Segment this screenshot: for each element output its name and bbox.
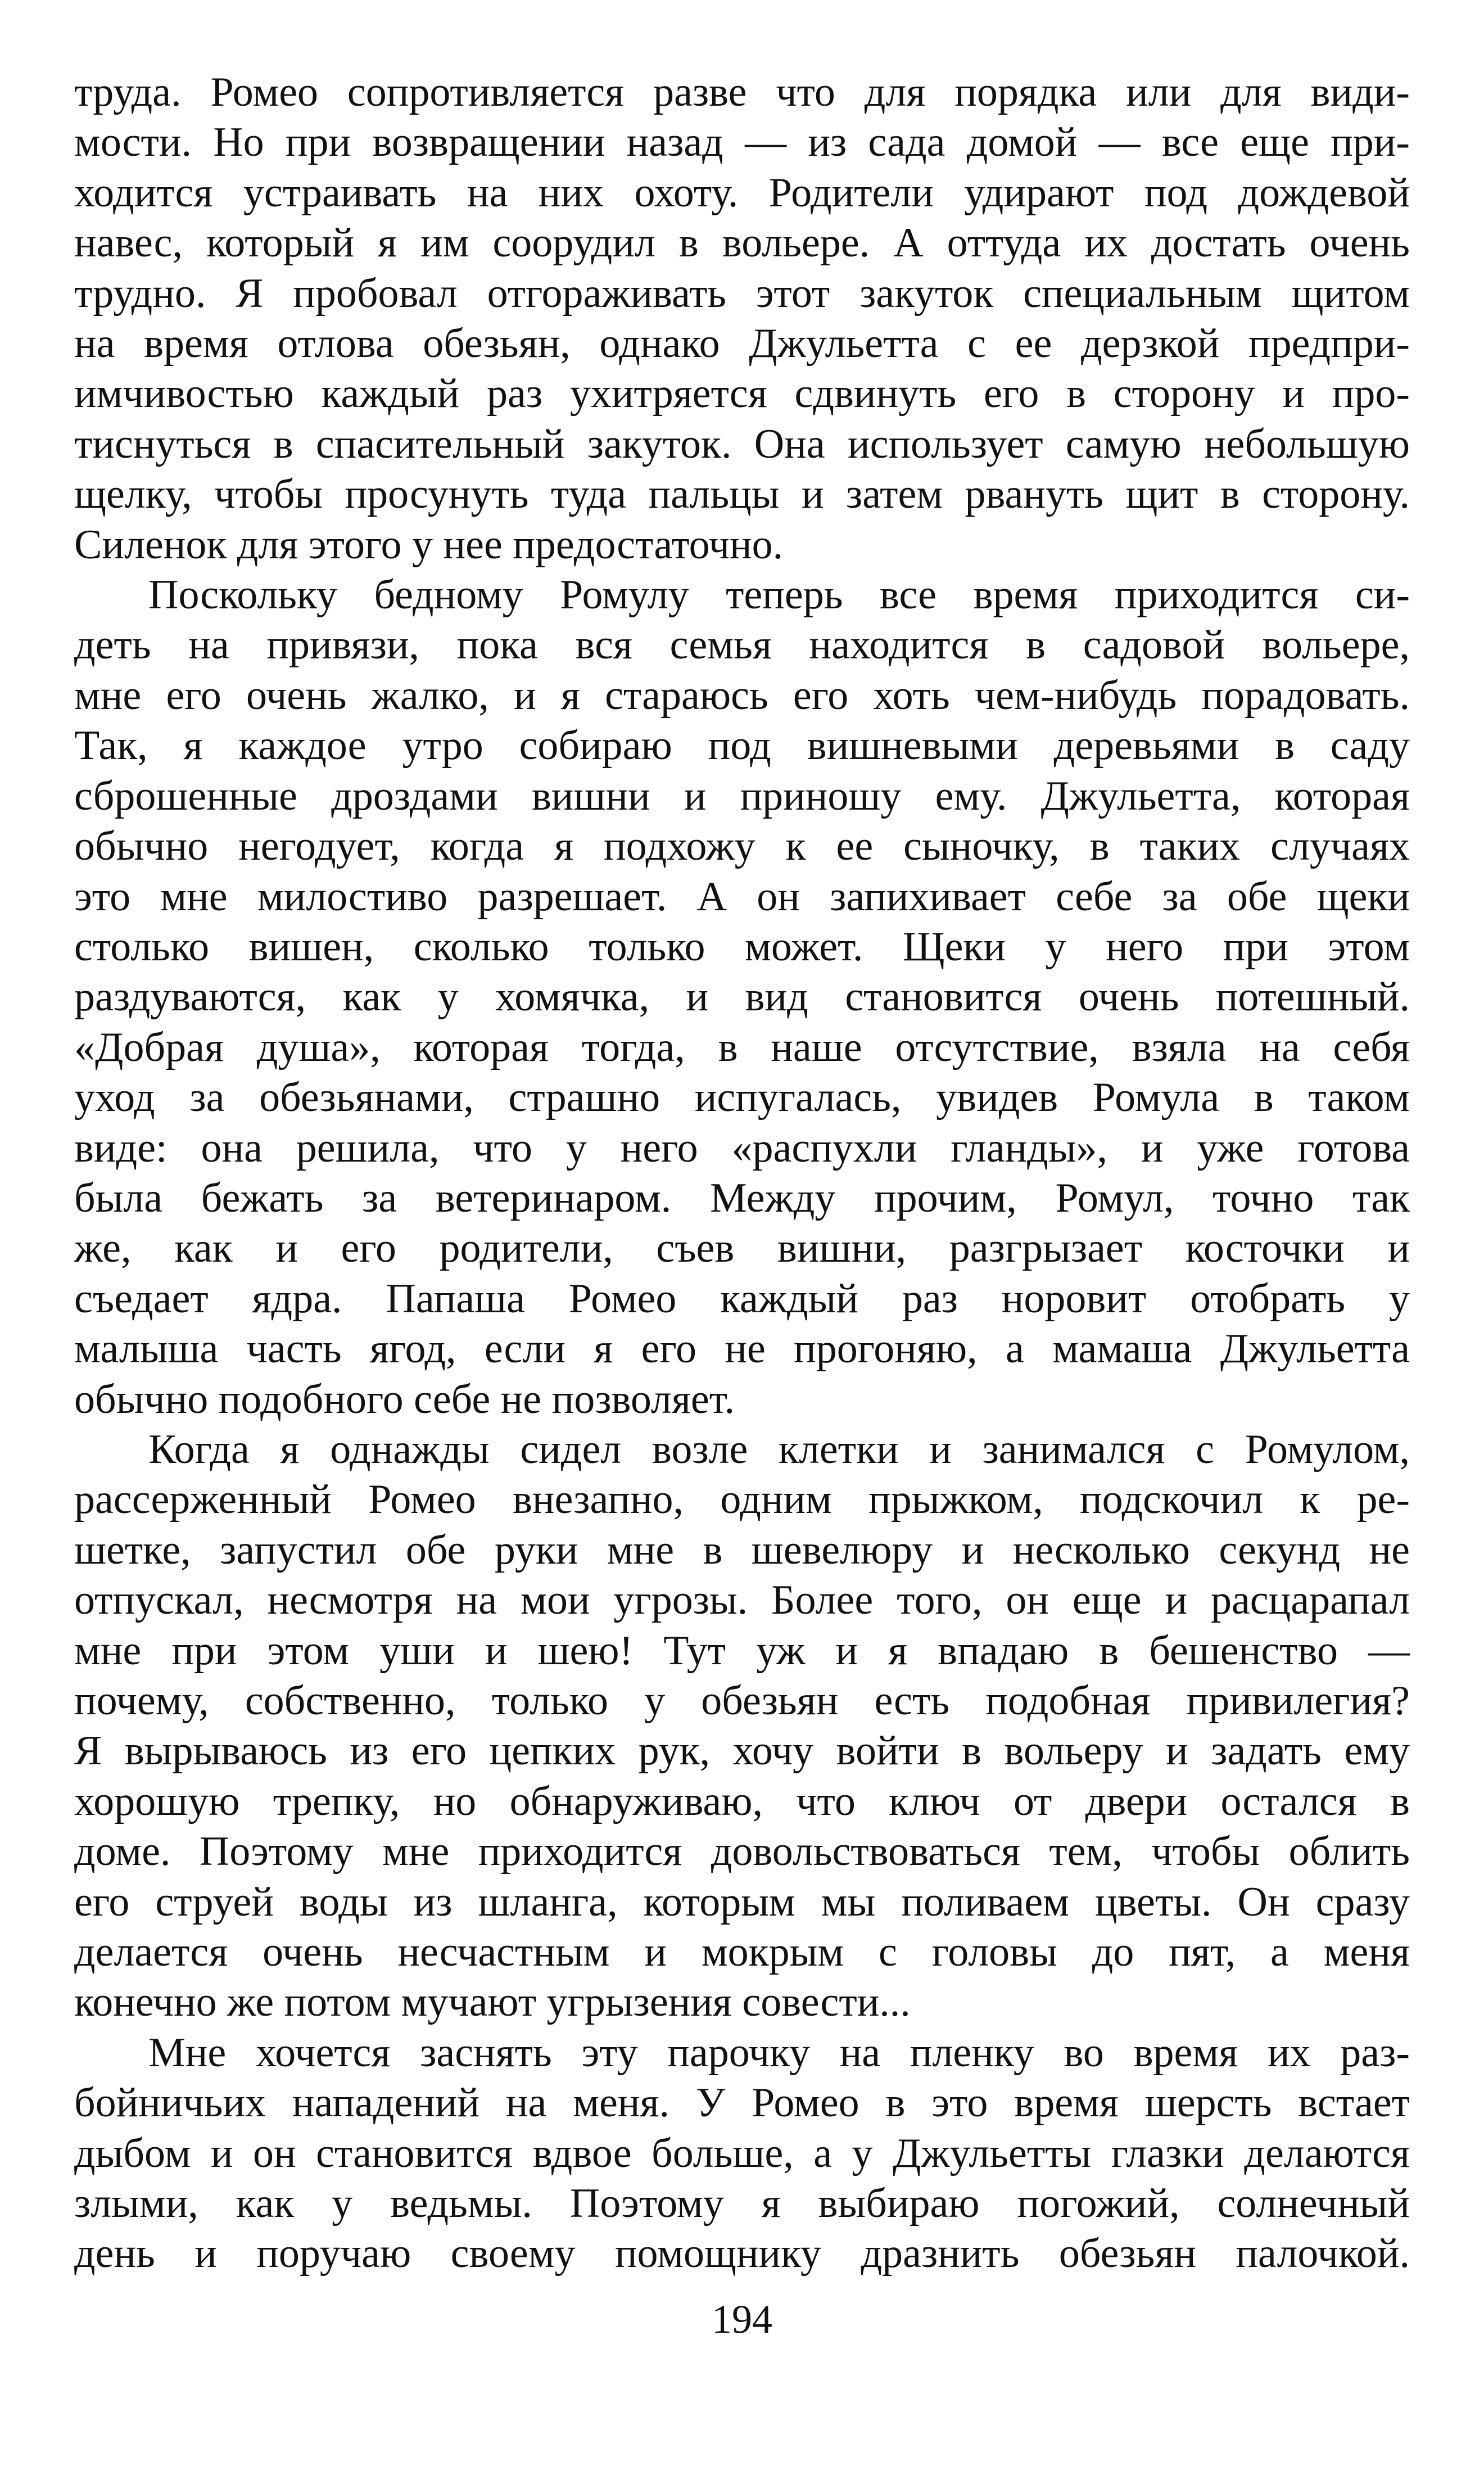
text-line: уход за обезьянами, страшно испугалась, увидев Ромула в таком [74, 1074, 1410, 1121]
text-line: мне при этом уши и шею! Тут уж и я впадаю в бешенство — [74, 1627, 1410, 1674]
text-line: съедает ядра. Папаша Ромео каждый раз норовит отобрать у [74, 1275, 1410, 1322]
text-line: «Добрая душа», которая тогда, в наше отсутствие, взяла на себя [74, 1024, 1410, 1071]
text-line: рассерженный Ромео внезапно, одним прыжком, подскочил к ре- [74, 1476, 1410, 1523]
text-line: ходится устраивать на них охоту. Родители удирают под дождевой [74, 169, 1410, 216]
text-line: Так, я каждое утро собираю под вишневыми деревьями в саду [74, 722, 1410, 769]
text-line: его струей воды из шланга, которым мы поливаем цветы. Он сразу [74, 1878, 1410, 1925]
text-line: деть на привязи, пока вся семья находится в садовой вольере, [74, 622, 1410, 669]
paragraph-2 [74, 570, 1410, 1425]
text-line: почему, собственно, только у обезьян есть подобная привилегия? [74, 1678, 1410, 1724]
text-line: конечно же потом мучают угрызения совести... [74, 1979, 911, 2026]
text-line: бойничьих нападений на меня. У Ромео в это время шерсть встает [74, 2080, 1410, 2126]
text-line: труда. Ромео сопротивляется разве что для порядка или для види- [74, 69, 1410, 115]
paragraph-1 [74, 67, 1410, 570]
paragraph-3 [74, 1425, 1410, 2028]
text-line: обычно подобного себе не позволяет. [74, 1376, 735, 1422]
text-line: Силенок для этого у нее предостаточно. [74, 521, 784, 568]
text-line: доме. Поэтому мне приходится довольствоваться тем, чтобы облить [74, 1828, 1410, 1875]
text-line: виде: она решила, что у него «распухли гланды», и уже готова [74, 1124, 1410, 1171]
text-line: навес, который я им соорудил в вольере. А оттуда их достать очень [74, 220, 1410, 267]
text-line: мости. Но при возвращении назад — из сада домой — все еще при- [74, 119, 1410, 166]
text-line: делается очень несчастным и мокрым с головы до пят, а меня [74, 1929, 1410, 1976]
text-line: сброшенные дроздами вишни и приношу ему. Джульетта, которая [74, 773, 1410, 819]
text-line: же, как и его родители, съев вишни, разгрызает косточки и [74, 1225, 1410, 1272]
text-line: шетке, запустил обе руки мне в шевелюру и несколько секунд не [74, 1526, 1410, 1573]
text-line: обычно негодует, когда я подхожу к ее сыночку, в таких случаях [74, 823, 1410, 870]
text-line: Я вырываюсь из его цепких рук, хочу войти в вольеру и задать ему [74, 1728, 1410, 1774]
page-text [74, 67, 1410, 2279]
text-line: малыша часть ягод, если я его не прогоняю, а мамаша Джульетта [74, 1326, 1410, 1372]
text-line: на время отлова обезьян, однако Джульетта с ее дерзкой предпри- [74, 320, 1410, 367]
text-line: Когда я однажды сидел возле клетки и занимался с Ромулом, [148, 1426, 1410, 1473]
text-line: столько вишен, сколько только может. Щеки у него при этом [74, 923, 1410, 970]
text-line: Поскольку бедному Ромулу теперь все время приходится си- [148, 572, 1410, 618]
text-line: это мне милостиво разрешает. А он запихивает себе за обе щеки [74, 873, 1410, 920]
text-line: отпускал, несмотря на мои угрозы. Более того, он еще и расцарапал [74, 1577, 1410, 1624]
text-line: трудно. Я пробовал отгораживать этот закуток специальным щитом [74, 270, 1410, 317]
text-line: имчивостью каждый раз ухитряется сдвинуть его в сторону и про- [74, 371, 1410, 417]
page-number: 194 [712, 2297, 772, 2342]
text-line: день и поручаю своему помощнику дразнить обезьян палочкой. [74, 2230, 1410, 2277]
text-line: мне его очень жалко, и я стараюсь его хоть чем-нибудь порадовать. [74, 672, 1410, 719]
paragraph-4 [74, 2028, 1410, 2279]
text-line: злыми, как у ведьмы. Поэтому я выбираю погожий, солнечный [74, 2180, 1410, 2227]
text-line: раздуваются, как у хомячка, и вид становится очень потешный. [74, 974, 1410, 1020]
text-line: тиснуться в спасительный закуток. Она использует самую небольшую [74, 421, 1410, 467]
text-line: щелку, чтобы просунуть туда пальцы и затем рвануть щит в сторону. [74, 471, 1410, 518]
text-line: дыбом и он становится вдвое больше, а у Джульетты глазки делаются [74, 2130, 1410, 2176]
text-line: Мне хочется заснять эту парочку на пленку во время их раз- [148, 2029, 1410, 2076]
text-line: была бежать за ветеринаром. Между прочим, Ромул, точно так [74, 1175, 1410, 1221]
text-line: хорошую трепку, но обнаруживаю, что ключ от двери остался в [74, 1778, 1410, 1824]
